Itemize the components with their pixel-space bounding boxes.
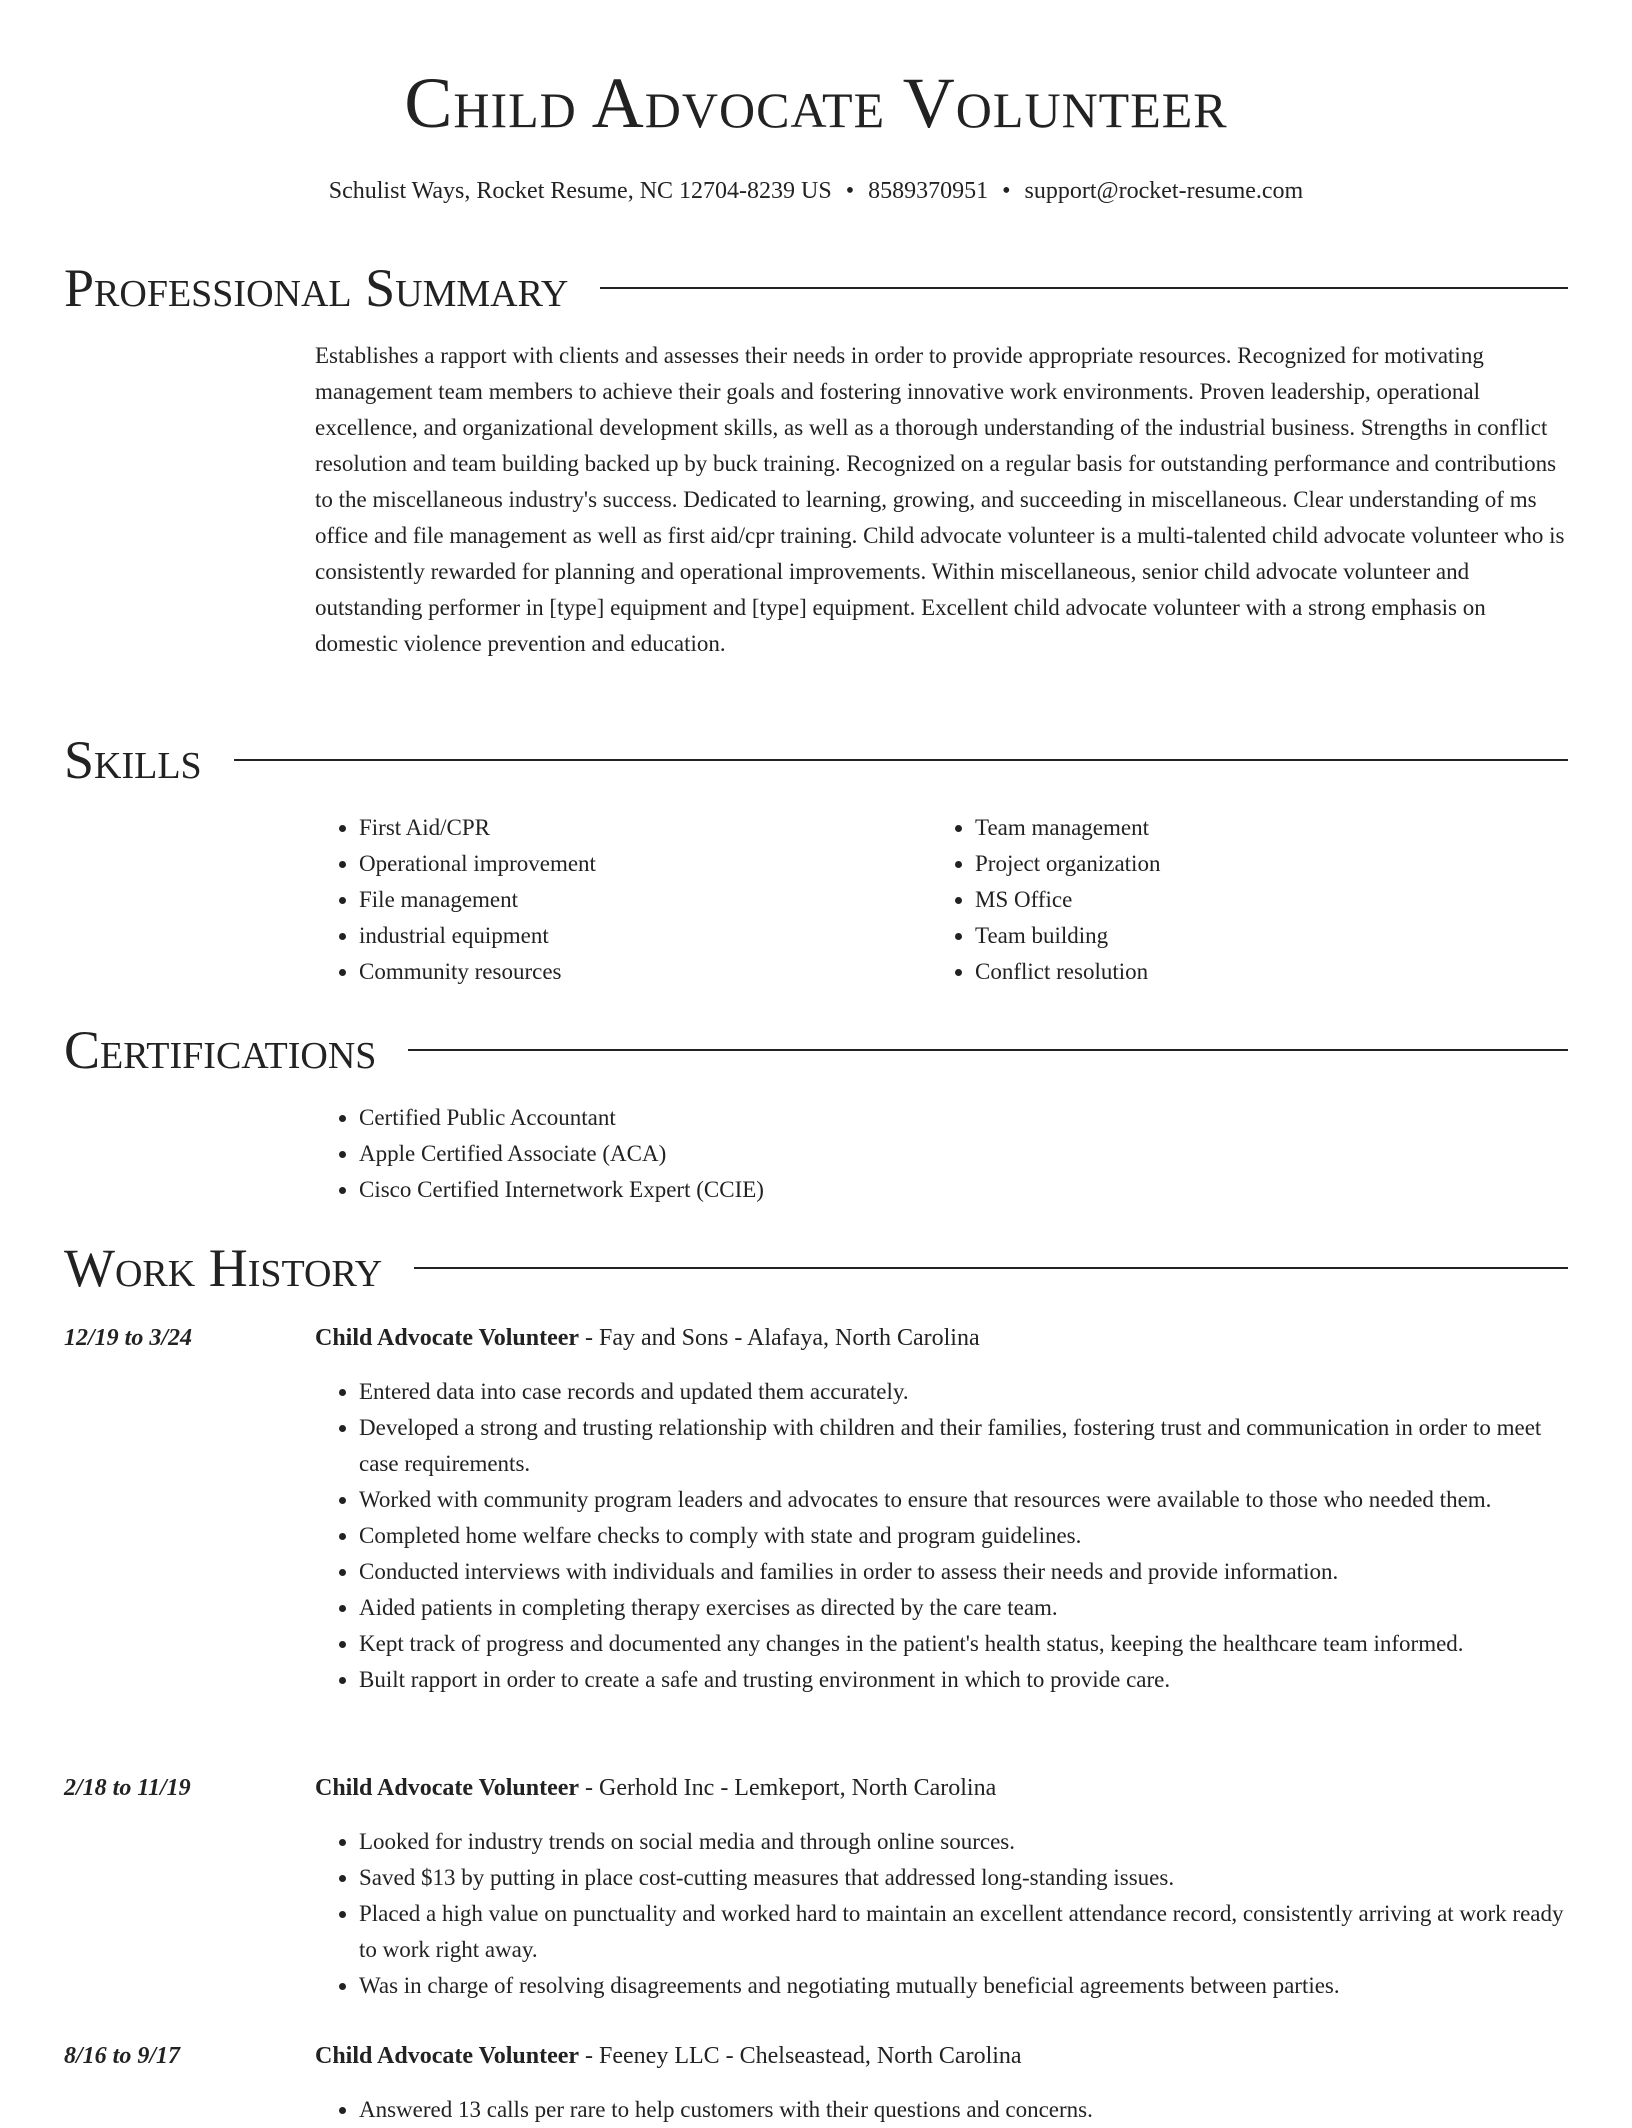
job-duty-item: • Developed a strong and trusting relationship with children and their families, fostering trust and communication in order to meet case requirements. — [359, 1410, 1570, 1482]
skill-item: • First Aid/CPR — [359, 810, 915, 846]
contact-address: Schulist Ways, Rocket Resume, NC 12704-8239 US — [328, 178, 832, 204]
skills-column-left — [315, 810, 915, 990]
job-duty-item: • Placed a high value on punctuality and worked hard to maintain an excellent attendance record, consistently arriving at work ready to work right away. — [359, 1896, 1570, 1968]
section-title-work-history: Work History — [64, 1238, 383, 1298]
job-duty-item: • Entered data into case records and updated them accurately. — [359, 1374, 1570, 1410]
skill-item: • File management — [359, 882, 915, 918]
job-duty-item: • Answered 13 calls per rare to help customers with their questions and concerns. — [359, 2092, 1570, 2128]
job-duties — [315, 2092, 1570, 2128]
job-duty-item: • Conducted interviews with individuals and families in order to assess their needs and provide information. — [359, 1554, 1570, 1590]
skill-item: • Project organization — [975, 846, 1531, 882]
certification-item: • Apple Certified Associate (ACA) — [359, 1136, 1315, 1172]
skill-item: • industrial equipment — [359, 918, 915, 954]
job-company-location: - Feeney LLC - Chelseastead, North Carolina — [579, 2043, 1022, 2069]
job-duty-item: • Kept track of progress and documented any changes in the patient's health status, keeping the healthcare team informed. — [359, 1626, 1570, 1662]
job-duty-item: • Saved $13 by putting in place cost-cutting measures that addressed long-standing issues. — [359, 1860, 1570, 1896]
section-divider — [414, 1267, 1568, 1269]
skills-column-right — [931, 810, 1531, 990]
resume-name: Child Advocate Volunteer — [404, 63, 1228, 143]
skill-item: • MS Office — [975, 882, 1531, 918]
section-header-work-history — [64, 1238, 1568, 1298]
job-heading — [315, 2038, 1570, 2074]
job-company-location: - Gerhold Inc - Lemkeport, North Carolina — [579, 1775, 997, 1801]
job-heading — [315, 1320, 1570, 1356]
section-divider — [234, 759, 1568, 761]
skill-item: • Conflict resolution — [975, 954, 1531, 990]
section-title-summary: Professional Summary — [64, 258, 569, 318]
contact-email: support@rocket-resume.com — [1024, 178, 1304, 204]
contact-separator: • — [845, 178, 855, 204]
job-dates: 8/16 to 9/17 — [64, 2043, 181, 2069]
contact-separator: • — [1002, 178, 1011, 204]
section-header-certifications — [64, 1020, 1568, 1080]
job-heading — [315, 1770, 1570, 1806]
section-header-skills — [64, 730, 1568, 790]
job-dates: 2/18 to 11/19 — [64, 1775, 191, 1801]
job-duties — [315, 1374, 1570, 1698]
certifications-list — [315, 1100, 1315, 1208]
summary-text: Establishes a rapport with clients and assesses their needs in order to provide appropriate resources. Recognized for motivating management team members to achieve their goals and fostering innovative work environments. Proven leadership, operational excellence, and organizational development skills, as well as a thorough understanding of the industrial business. Strengths in conflict resolution and team building backed up by buck training. Recognized on a regular basis for outstanding performance and contributions to the miscellaneous industry's success. Dedicated to learning, growing, and succeeding in miscellaneous. Clear understanding of ms office and file management as well as first aid/cpr training. Child advocate volunteer is a multi-talented child advocate volunteer who is consistently rewarded for planning and operational improvements. Within miscellaneous, senior child advocate volunteer and outstanding performer in [type] equipment and [type] equipment. Excellent child advocate volunteer with a strong emphasis on domestic violence prevention and education. — [315, 343, 1565, 656]
section-header-summary — [64, 258, 1568, 318]
certification-item: • Cisco Certified Internetwork Expert (CCIE) — [359, 1172, 1315, 1208]
job-duty-item: • Worked with community program leaders and advocates to ensure that resources were available to those who needed them. — [359, 1482, 1570, 1518]
job-duty-item: • Looked for industry trends on social media and through online sources. — [359, 1824, 1570, 1860]
contact-phone: 8589370951 — [868, 178, 989, 204]
job-title: Child Advocate Volunteer — [315, 1325, 580, 1351]
job-duty-item: • Was in charge of resolving disagreements and negotiating mutually beneficial agreements between parties. — [359, 1968, 1570, 2004]
job-duty-item: • Aided patients in completing therapy exercises as directed by the care team. — [359, 1590, 1570, 1626]
skill-item: • Community resources — [359, 954, 915, 990]
section-divider — [408, 1049, 1568, 1051]
job-duty-item: • Completed home welfare checks to comply with state and program guidelines. — [359, 1518, 1570, 1554]
section-title-skills: Skills — [64, 730, 202, 790]
job-title: Child Advocate Volunteer — [315, 1775, 580, 1801]
skill-item: • Team management — [975, 810, 1531, 846]
job-title: Child Advocate Volunteer — [315, 2043, 580, 2069]
certification-item: • Certified Public Accountant — [359, 1100, 1315, 1136]
job-duties — [315, 1824, 1570, 2004]
section-divider — [600, 287, 1568, 289]
job-dates: 12/19 to 3/24 — [64, 1325, 193, 1351]
job-duty-item: • Built rapport in order to create a safe and trusting environment in which to provide care. — [359, 1662, 1570, 1698]
section-title-certifications: Certifications — [64, 1020, 377, 1080]
job-company-location: - Fay and Sons - Alafaya, North Carolina — [579, 1325, 980, 1351]
skill-item: • Operational improvement — [359, 846, 915, 882]
skill-item: • Team building — [975, 918, 1531, 954]
contact-line — [0, 176, 1632, 206]
